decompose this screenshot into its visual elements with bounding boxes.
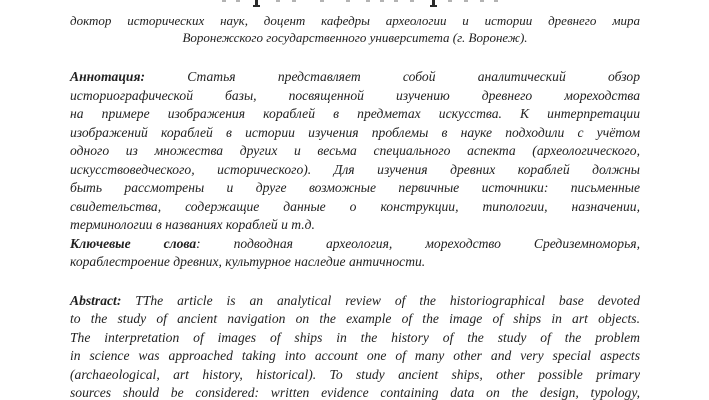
annotation-keywords-block — [70, 68, 640, 272]
keywords-line: Ключевые слова: подводная археология, мореходство Средиземноморья, — [70, 235, 640, 251]
annotation-line: изображений кораблей в истории изучения проблемы в науке подходили с учётом — [70, 124, 640, 140]
annotation-line: искусствоведческого, исторического). Для изучения древних кораблей должны — [70, 161, 640, 177]
annotation-line: свидетельства, содержащие данные о конструкции, типологии, назначении, — [70, 198, 640, 214]
page-content — [70, 0, 640, 400]
annotation-line: терминологии в названиях кораблей и т.д. — [70, 217, 315, 232]
abstract-label: Abstract: — [70, 292, 136, 308]
keywords-label: Ключевые слова — [70, 235, 197, 251]
annotation-line: быть рассмотрены и друге возможные первичные источники: письменные — [70, 180, 640, 195]
annotation-label: Аннотация: — [70, 69, 188, 84]
keywords-paragraph — [70, 235, 640, 272]
abstract-paragraph — [70, 292, 640, 400]
author-affiliation — [70, 12, 640, 46]
annotation-line: на примере изображения кораблей в предметах искусства. К интерпретации — [70, 106, 640, 121]
affiliation-line: Воронежского государственного университета (г. Воронеж). — [182, 30, 528, 45]
affiliation-line: доктор исторических наук, доцент кафедры археологии и истории древнего мира — [70, 13, 640, 28]
annotation-line: историографической базы, посвященной изучению древнего мореходства — [70, 87, 640, 103]
abstract-block — [70, 292, 640, 400]
abstract-line: Abstract: TThe article is an analytical review of the historiographical base devoted — [70, 292, 640, 308]
annotation-line: Аннотация: Статья представляет собой аналитический обзор — [70, 69, 640, 84]
annotation-paragraph — [70, 68, 640, 235]
keywords-line: кораблестроение древних, культурное наследие античности. — [70, 254, 426, 269]
abstract-line: (archaeological, art history, historical). To study ancient ships, other possible primary — [70, 366, 640, 382]
abstract-line: The interpretation of images of ships in the history of the study of the problem — [70, 329, 640, 345]
annotation-line: одного из множества других и весьма специального аспекта (археологического, — [70, 143, 640, 158]
abstract-line: in science was approached taking into account one of many other and very special aspects — [70, 348, 640, 363]
abstract-line: to the study of ancient navigation on the example of the image of ships in art objects. — [70, 311, 640, 326]
abstract-line: sources should be considered: written evidence containing data on the design, typology, — [70, 385, 640, 400]
